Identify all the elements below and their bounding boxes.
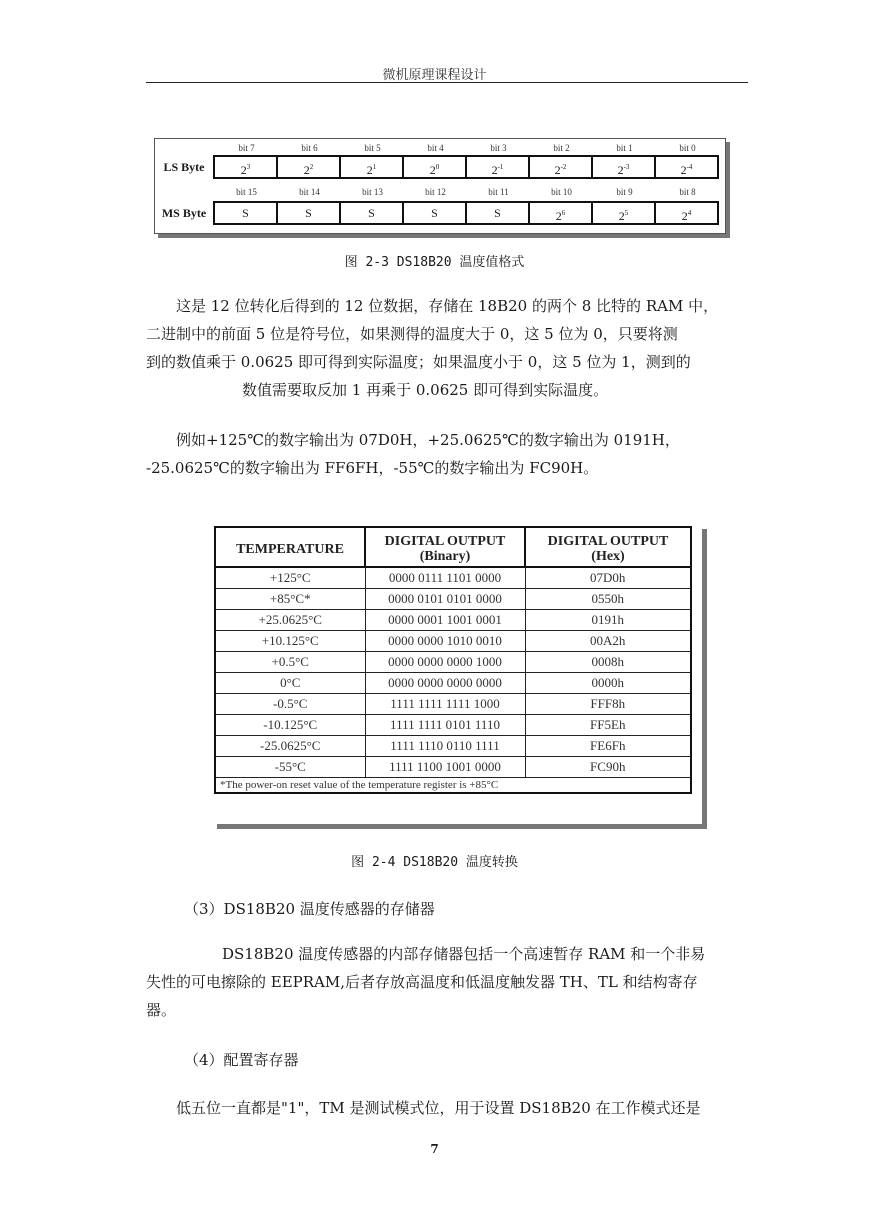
binary-output-cell: 1111 1100 1001 0000 — [365, 757, 525, 778]
header-rule — [146, 82, 748, 83]
ms-bit-label: bit 11 — [488, 187, 509, 197]
header-text: DIGITAL OUTPUT — [547, 534, 669, 549]
header-title: 微机原理课程设计 — [382, 68, 487, 83]
figure-temperature-conversion-table — [212, 524, 702, 824]
ms-bit-label: bit 8 — [679, 187, 696, 197]
header-text: TEMPERATURE — [236, 541, 344, 557]
bit-weight-base: 2 — [491, 163, 498, 177]
table-body — [215, 567, 691, 778]
hex-output-cell: 07D0h — [525, 567, 691, 589]
bit-weight-cell — [215, 203, 278, 223]
ls-byte-label: LS Byte — [163, 159, 205, 174]
table-footnote: *The power-on reset value of the temperature register is +85°C — [215, 778, 691, 794]
bit-weight-cell — [404, 203, 467, 223]
hex-output-cell: FE6Fh — [525, 736, 691, 757]
binary-output-cell: 1111 1110 0110 1111 — [365, 736, 525, 757]
paragraph-line: 这是 12 位转化后得到的 12 位数据，存储在 18B20 的两个 8 比特的 RAM 中， — [176, 297, 719, 315]
binary-output-cell: 0000 0000 1010 0010 — [365, 631, 525, 652]
paragraph-line: 低五位一直都是"1"，TM 是测试模式位，用于设置 DS18B20 在工作模式还是 — [176, 1099, 701, 1117]
ls-bit-label: bit 4 — [427, 143, 444, 153]
temperature-cell: +25.0625°C — [215, 610, 365, 631]
binary-output-cell: 0000 0000 0000 1000 — [365, 652, 525, 673]
bit-weight-cell — [530, 203, 593, 223]
temperature-cell: +10.125°C — [215, 631, 365, 652]
header-hex — [525, 527, 691, 567]
bit-weight-exponent: 2 — [309, 163, 314, 171]
paragraph-line: 数值需要取反加 1 再乘于 0.0625 即可得到实际温度。 — [242, 381, 609, 399]
ms-byte-row — [155, 201, 719, 225]
table-row — [215, 652, 691, 673]
header-subtext: (Binary) — [419, 549, 471, 564]
ms-bit-label: bit 14 — [299, 187, 320, 197]
paragraph-line: 二进制中的前面 5 位是符号位，如果测得的温度大于 0，这 5 位为 0，只要将测 — [146, 325, 678, 343]
paragraph-line: -25.0625℃的数字输出为 FF6FH，-55℃的数字输出为 FC90H。 — [146, 459, 599, 477]
bit-weight-cell — [341, 157, 404, 177]
section-4-body — [146, 1094, 748, 1122]
temperature-cell: -10.125°C — [215, 715, 365, 736]
bit-weight-cell — [467, 203, 530, 223]
temperature-cell: -25.0625°C — [215, 736, 365, 757]
table-header-row — [215, 527, 691, 567]
bit-weight-exponent: -3 — [623, 163, 630, 171]
binary-output-cell: 0000 0101 0101 0000 — [365, 589, 525, 610]
table-footnote-row — [215, 778, 691, 794]
temperature-cell: +125°C — [215, 567, 365, 589]
section-4 — [146, 1046, 748, 1074]
bit-weight-base: 2 — [618, 209, 625, 223]
header-temperature — [215, 527, 365, 567]
hex-output-cell: 00A2h — [525, 631, 691, 652]
binary-output-cell: 0000 0111 1101 0000 — [365, 567, 525, 589]
hex-output-cell: FFF8h — [525, 694, 691, 715]
ls-bit-labels — [215, 143, 719, 153]
binary-output-cell: 0000 0000 0000 0000 — [365, 673, 525, 694]
figure-2-3-caption: 图 2-3 DS18B20 温度值格式 — [344, 255, 525, 270]
temperature-cell: -55°C — [215, 757, 365, 778]
paragraph-line: 失性的可电擦除的 EEPRAM,后者存放高温度和低温度触发器 TH、TL 和结构寄存 — [146, 973, 698, 991]
section-4-heading: （4）配置寄存器 — [184, 1051, 299, 1069]
binary-output-cell: 1111 1111 1111 1000 — [365, 694, 525, 715]
bit-weight-exponent: 6 — [561, 209, 566, 217]
figure-2-4-caption: 图 2-4 DS18B20 温度转换 — [351, 855, 518, 870]
header-subtext: (Hex) — [591, 549, 625, 564]
bit-weight-base: S — [368, 206, 375, 220]
ls-byte-cells — [213, 155, 719, 179]
ls-bit-label: bit 6 — [301, 143, 318, 153]
table-row — [215, 715, 691, 736]
ms-bit-label: bit 12 — [425, 187, 446, 197]
paragraph-line: 例如+125℃的数字输出为 07D0H，+25.0625℃的数字输出为 0191H， — [176, 431, 680, 449]
bit-weight-base: 2 — [555, 209, 562, 223]
page-number: 7 — [430, 1142, 439, 1156]
ms-byte-cells — [213, 201, 719, 225]
hex-output-cell: FF5Eh — [525, 715, 691, 736]
bit-weight-base: 2 — [681, 209, 688, 223]
hex-output-cell: 0000h — [525, 673, 691, 694]
bit-weight-exponent: 1 — [372, 163, 377, 171]
section-3-body — [146, 940, 748, 1024]
bit-weight-cell — [656, 203, 717, 223]
ls-bit-label: bit 0 — [679, 143, 696, 153]
hex-output-cell: 0008h — [525, 652, 691, 673]
bit-weight-cell — [278, 203, 341, 223]
bit-weight-base: 2 — [554, 163, 561, 177]
bit-weight-cell — [215, 157, 278, 177]
binary-output-cell: 0000 0001 1001 0001 — [365, 610, 525, 631]
ls-bit-label: bit 5 — [364, 143, 381, 153]
section-3 — [146, 895, 748, 923]
header-text: DIGITAL OUTPUT — [384, 534, 506, 549]
table-row — [215, 757, 691, 778]
bit-weight-exponent: 5 — [624, 209, 629, 217]
paragraph-line: 器。 — [146, 1001, 177, 1019]
paragraph-line: DS18B20 温度传感器的内部存储器包括一个高速暂存 RAM 和一个非易 — [222, 945, 706, 963]
paragraph-line: 到的数值乘于 0.0625 即可得到实际温度；如果温度小于 0，这 5 位为 1，测到的 — [146, 353, 691, 371]
bit-weight-cell — [593, 157, 656, 177]
bit-weight-exponent: -1 — [497, 163, 504, 171]
bit-weight-base: 2 — [366, 163, 373, 177]
ms-byte-label: MS Byte — [161, 205, 207, 220]
table-row — [215, 736, 691, 757]
header-binary — [365, 527, 525, 567]
conversion-table — [214, 526, 692, 794]
bit-weight-base: S — [242, 206, 249, 220]
bit-weight-exponent: 0 — [435, 163, 440, 171]
bit-weight-base: 2 — [680, 163, 687, 177]
bit-weight-cell — [656, 157, 717, 177]
ms-bit-label: bit 13 — [362, 187, 383, 197]
bit-weight-exponent: 3 — [246, 163, 251, 171]
table-row — [215, 567, 691, 589]
figure-temperature-format — [154, 138, 726, 234]
ms-bit-label: bit 9 — [616, 187, 633, 197]
table-row — [215, 589, 691, 610]
ls-byte-row — [155, 155, 719, 179]
hex-output-cell: FC90h — [525, 757, 691, 778]
paragraph-examples — [146, 426, 748, 482]
temperature-cell: +0.5°C — [215, 652, 365, 673]
ls-bit-label: bit 2 — [553, 143, 570, 153]
ls-bit-label: bit 1 — [616, 143, 633, 153]
table-row — [215, 673, 691, 694]
ls-bit-label: bit 7 — [238, 143, 255, 153]
bit-weight-cell — [341, 203, 404, 223]
paragraph-format-description — [146, 292, 748, 404]
bit-weight-base: 2 — [240, 163, 247, 177]
bit-weight-exponent: -4 — [686, 163, 693, 171]
hex-output-cell: 0550h — [525, 589, 691, 610]
binary-output-cell: 1111 1111 0101 1110 — [365, 715, 525, 736]
bit-weight-base: 2 — [429, 163, 436, 177]
table-row — [215, 610, 691, 631]
temperature-cell: 0°C — [215, 673, 365, 694]
bit-weight-cell — [278, 157, 341, 177]
ms-bit-labels — [215, 187, 719, 197]
bit-weight-cell — [530, 157, 593, 177]
bit-weight-base: S — [305, 206, 312, 220]
bit-weight-base: 2 — [303, 163, 310, 177]
bit-weight-cell — [467, 157, 530, 177]
temperature-cell: -0.5°C — [215, 694, 365, 715]
bit-weight-base: S — [431, 206, 438, 220]
table-row — [215, 631, 691, 652]
bit-weight-cell — [404, 157, 467, 177]
ms-bit-label: bit 15 — [236, 187, 257, 197]
section-3-heading: （3）DS18B20 温度传感器的存储器 — [184, 900, 435, 918]
bit-weight-exponent: -2 — [560, 163, 567, 171]
table-row — [215, 694, 691, 715]
ls-bit-label: bit 3 — [490, 143, 507, 153]
ms-bit-label: bit 10 — [551, 187, 572, 197]
hex-output-cell: 0191h — [525, 610, 691, 631]
bit-weight-base: S — [494, 206, 501, 220]
bit-weight-exponent: 4 — [687, 209, 692, 217]
temperature-cell: +85°C* — [215, 589, 365, 610]
bit-weight-cell — [593, 203, 656, 223]
bit-weight-base: 2 — [617, 163, 624, 177]
